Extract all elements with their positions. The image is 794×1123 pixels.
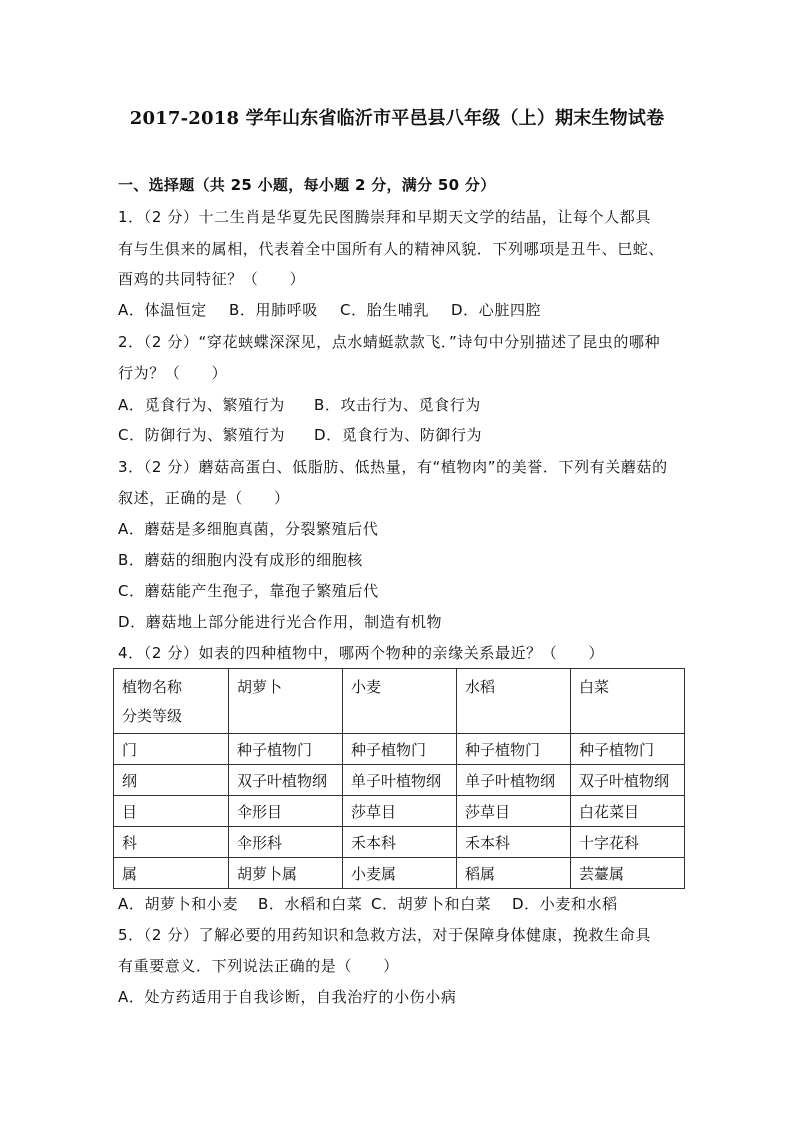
header-cell: 白菜 bbox=[571, 669, 685, 734]
q3-option-a: A．蘑菇是多细胞真菌，分裂繁殖后代 bbox=[118, 520, 379, 538]
q3-option-c: C．蘑菇能产生孢子，靠孢子繁殖后代 bbox=[118, 582, 379, 600]
table-cell: 白花菜目 bbox=[571, 796, 685, 827]
table-row bbox=[114, 734, 685, 765]
q2-options-row-1 bbox=[118, 394, 481, 415]
q1-line-1: 1．（2 分）十二生肖是华夏先民图腾崇拜和早期天文学的结晶，让每个人都具 bbox=[118, 208, 651, 226]
q4-option-a: A．胡萝卜和小麦 bbox=[118, 895, 239, 913]
table-header-corner bbox=[114, 669, 229, 734]
q3-option-b: B．蘑菇的细胞内没有成形的细胞核 bbox=[118, 551, 363, 569]
section-heading: 一、选择题（共 25 小题，每小题 2 分，满分 50 分） bbox=[118, 176, 496, 194]
table-cell: 种子植物门 bbox=[571, 734, 685, 765]
table-cell: 双子叶植物纲 bbox=[571, 765, 685, 796]
q4-option-b: B．水稻和白菜 bbox=[258, 895, 363, 913]
table-cell: 莎草目 bbox=[343, 796, 457, 827]
q1-option-d: D．心脏四腔 bbox=[451, 301, 542, 319]
table-cell: 属 bbox=[114, 858, 229, 889]
page-title: 2017-2018 学年山东省临沂市平邑县八年级（上）期末生物试卷 bbox=[129, 108, 665, 129]
q1-line-2: 有与生俱来的属相，代表着全中国所有人的精神风貌．下列哪项是丑牛、巳蛇、 bbox=[118, 240, 665, 258]
table-row bbox=[114, 796, 685, 827]
table-cell: 伞形目 bbox=[229, 796, 343, 827]
table-cell: 纲 bbox=[114, 765, 229, 796]
q1-option-a: A．体温恒定 bbox=[118, 301, 207, 319]
q2-option-b: B．攻击行为、觅食行为 bbox=[314, 396, 481, 414]
table-cell: 稻属 bbox=[457, 858, 571, 889]
table-cell: 伞形科 bbox=[229, 827, 343, 858]
q4-line-1: 4．（2 分）如表的四种植物中，哪两个物种的亲缘关系最近？（ ） bbox=[118, 644, 605, 662]
q4-options bbox=[118, 893, 618, 914]
table-cell: 禾本科 bbox=[457, 827, 571, 858]
q4-option-c: C．胡萝卜和白菜 bbox=[371, 895, 492, 913]
q5-line-1: 5．（2 分）了解必要的用药知识和急救方法，对于保障身体健康，挽救生命具 bbox=[118, 926, 651, 944]
header-cell: 胡萝卜 bbox=[229, 669, 343, 734]
table-cell: 单子叶植物纲 bbox=[343, 765, 457, 796]
table-cell: 种子植物门 bbox=[457, 734, 571, 765]
table-cell: 芸薹属 bbox=[571, 858, 685, 889]
table-cell: 小麦属 bbox=[343, 858, 457, 889]
header-cell: 水稻 bbox=[457, 669, 571, 734]
table-header-row bbox=[114, 669, 685, 734]
q5-option-a: A．处方药适用于自我诊断，自我治疗的小伤小病 bbox=[118, 988, 457, 1006]
table-cell: 科 bbox=[114, 827, 229, 858]
table-cell: 种子植物门 bbox=[343, 734, 457, 765]
table-cell: 禾本科 bbox=[343, 827, 457, 858]
table-cell: 莎草目 bbox=[457, 796, 571, 827]
q4-option-d: D．小麦和水稻 bbox=[512, 895, 618, 913]
q2-line-2: 行为？（ ） bbox=[118, 364, 228, 382]
q3-line-1: 3．（2 分）蘑菇高蛋白、低脂肪、低热量，有“植物肉”的美誉．下列有关蘑菇的 bbox=[118, 458, 668, 476]
classification-table bbox=[113, 668, 685, 889]
table-row bbox=[114, 827, 685, 858]
table-cell: 单子叶植物纲 bbox=[457, 765, 571, 796]
q1-options bbox=[118, 299, 541, 320]
q1-option-c: C．胎生哺乳 bbox=[340, 301, 430, 319]
table-cell: 十字花科 bbox=[571, 827, 685, 858]
q2-line-1: 2．（2 分）“穿花蛱蝶深深见，点水蜻蜓款款飞．”诗句中分别描述了昆虫的哪种 bbox=[118, 333, 661, 351]
table-cell: 种子植物门 bbox=[229, 734, 343, 765]
q1-line-3: 酉鸡的共同特征？（ ） bbox=[118, 270, 306, 288]
table-cell: 目 bbox=[114, 796, 229, 827]
q2-option-d: D．觅食行为、防御行为 bbox=[314, 426, 483, 444]
table-cell: 门 bbox=[114, 734, 229, 765]
table-row bbox=[114, 765, 685, 796]
q2-options-row-2 bbox=[118, 424, 482, 445]
header-plant-name: 植物名称 bbox=[122, 678, 183, 696]
table-cell: 胡萝卜属 bbox=[229, 858, 343, 889]
q2-option-a: A．觅食行为、繁殖行为 bbox=[118, 396, 285, 414]
q3-line-2: 叙述，正确的是（ ） bbox=[118, 489, 290, 507]
table-row bbox=[114, 858, 685, 889]
q3-option-d: D．蘑菇地上部分能进行光合作用，制造有机物 bbox=[118, 613, 443, 631]
q1-option-b: B．用肺呼吸 bbox=[229, 301, 318, 319]
header-rank: 分类等级 bbox=[122, 707, 183, 725]
header-cell: 小麦 bbox=[343, 669, 457, 734]
table-cell: 双子叶植物纲 bbox=[229, 765, 343, 796]
q2-option-c: C．防御行为、繁殖行为 bbox=[118, 426, 286, 444]
q5-line-2: 有重要意义．下列说法正确的是（ ） bbox=[118, 957, 399, 975]
